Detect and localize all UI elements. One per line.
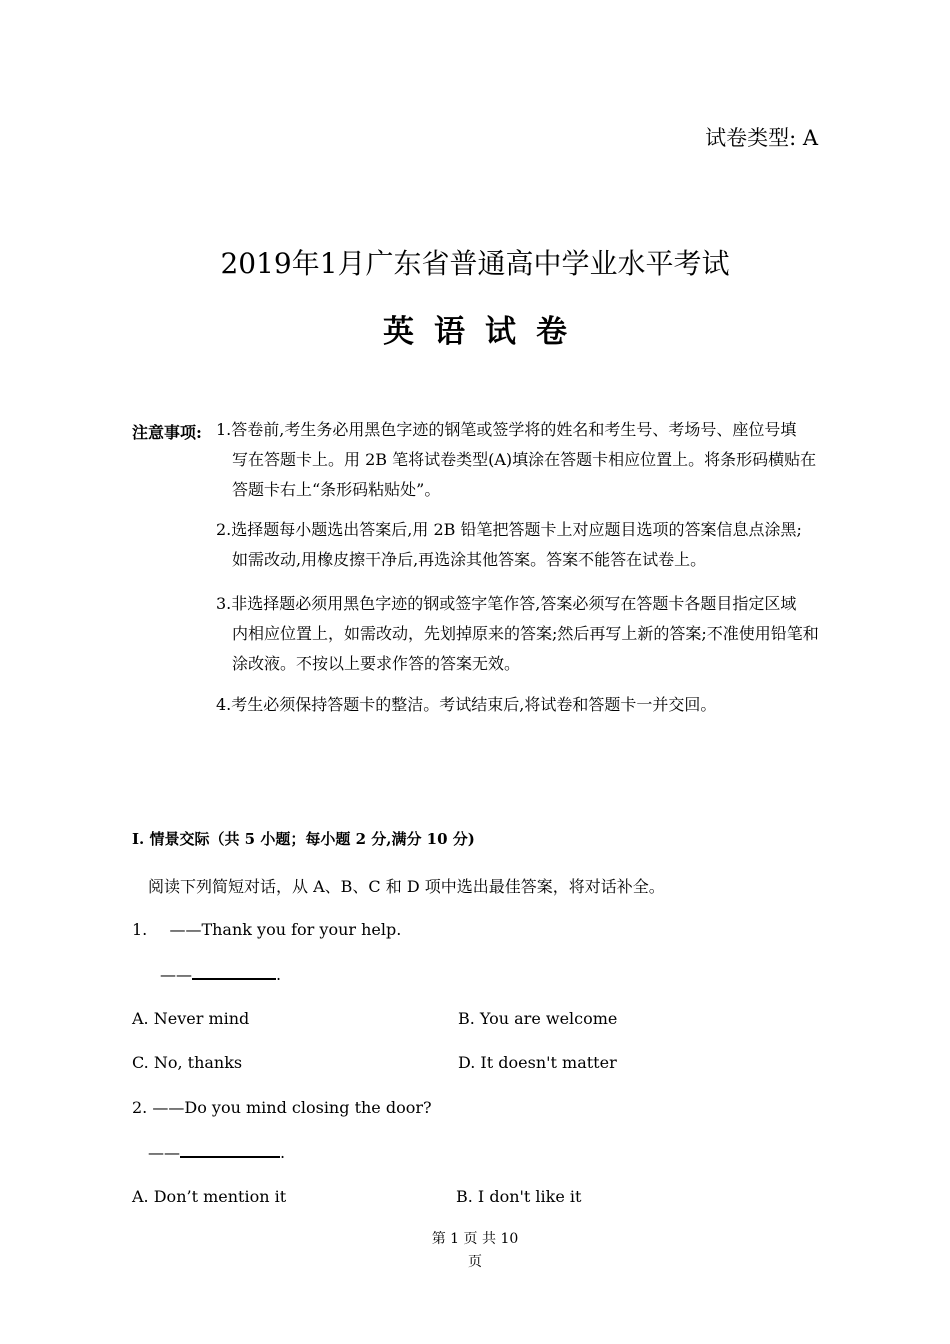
notice-item-4	[216, 690, 824, 720]
section-title: I. 情景交际（共 5 小题；每小题 2 分,满分 10 分)	[132, 830, 475, 848]
question-1-answer-blank	[192, 964, 276, 980]
notice-item-2-continuation: 如需改动,用橡皮擦干净后,再选涂其他答案。答案不能答在试卷上。	[232, 550, 707, 569]
question-1-period: .	[276, 965, 282, 984]
question-2-answer-blank	[180, 1142, 280, 1158]
page-number: 第 1 页 共 10	[431, 1231, 519, 1247]
exam-title: 2019年1月广东省普通高中学业水平考试	[220, 247, 730, 280]
notice-item-4-first-line: 4.考生必须保持答题卡的整洁。考试结束后,将试卷和答题卡一并交回。	[216, 695, 717, 714]
question-2-prompt	[132, 1098, 432, 1117]
question-2-option-b: B. I don't like it	[456, 1187, 582, 1206]
notice-item-2-first-line: 2.选择题每小题选出答案后,用 2B 铅笔把答题卡上对应题目选项的答案信息点涂黑;	[216, 520, 802, 539]
question-2-option-a: A. Don’t mention it	[132, 1187, 287, 1206]
question-2-text: ——Do you mind closing the door?	[152, 1098, 432, 1117]
subject-title: 英语试卷	[383, 314, 587, 350]
question-1-prompt	[132, 920, 401, 939]
question-1-option-a: A. Never mind	[132, 1009, 250, 1028]
notice-item-3-first-line: 3.非选择题必须用黑色字迹的钢或签字笔作答,答案必须写在答题卡各题目指定区域	[216, 594, 797, 613]
question-1-option-b: B. You are welcome	[458, 1009, 618, 1028]
question-2-period: .	[280, 1143, 286, 1162]
notice-item-1	[216, 415, 824, 505]
section-instruction: 阅读下列简短对话，从 A、B、C 和 D 项中选出最佳答案，将对话补全。	[148, 877, 665, 896]
notice-item-3-continuation: 内相应位置上，如需改动，先划掉原来的答案;然后再写上新的答案;不准使用铅笔和涂改液。不按以上要求作答的答案无效。	[232, 624, 819, 673]
notice-item-3	[216, 589, 824, 679]
notice-item-1-continuation: 写在答题卡上。用 2B 笔将试卷类型(A)填涂在答题卡相应位置上。将条形码横贴在答题卡右上“条形码粘贴处”。	[232, 450, 817, 499]
notice-item-2	[216, 515, 824, 575]
question-1-option-d: D. It doesn't matter	[458, 1053, 617, 1072]
notice-label: 注意事项:	[132, 423, 202, 442]
question-2-reply-dash: ——	[148, 1143, 180, 1162]
page-footer	[0, 1228, 950, 1274]
question-2-reply	[148, 1142, 285, 1162]
question-2-number: 2.	[132, 1098, 148, 1117]
question-1-reply	[160, 964, 281, 984]
page-number-suffix: 页	[468, 1254, 482, 1270]
exam-type: 试卷类型: A	[705, 126, 818, 150]
question-1-reply-dash: ——	[160, 965, 192, 984]
question-1-number: 1.	[132, 920, 148, 939]
question-1-text: ——Thank you for your help.	[169, 920, 402, 939]
question-1-option-c: C. No, thanks	[132, 1053, 243, 1072]
notice-item-1-first-line: 1.答卷前,考生务必用黑色字迹的钢笔或签学将的姓名和考生号、考场号、座位号填	[216, 420, 797, 439]
